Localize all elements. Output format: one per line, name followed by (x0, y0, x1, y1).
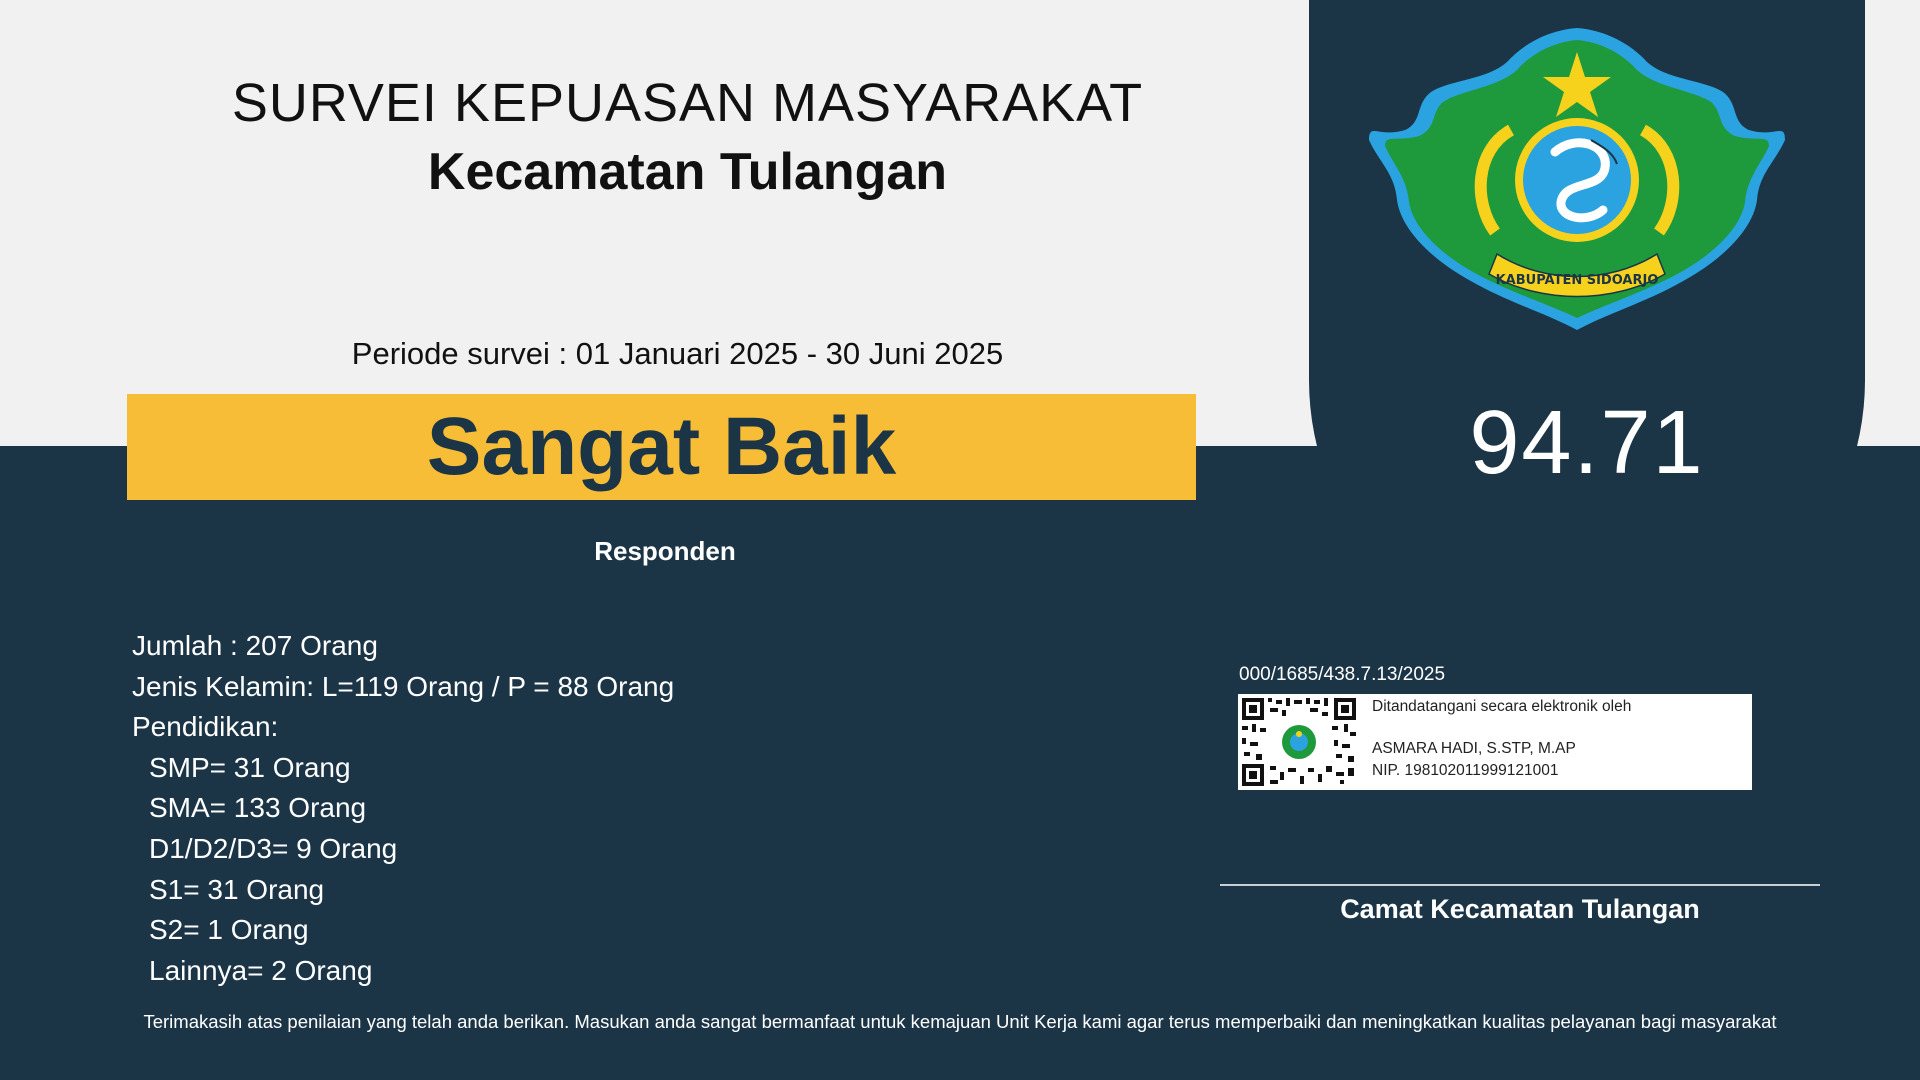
signer-title: Camat Kecamatan Tulangan (1340, 894, 1700, 924)
footer-message: Terimakasih atas penilaian yang telah anda berikan. Masukan anda sangat bermanfaat untuk kemajuan Unit Kerja kami agar terus memperbaiki dan meningkatkan kualitas pelayanan bagi masyarakat (143, 1011, 1777, 1032)
education-other: Lainnya= 2 Orang (149, 954, 373, 986)
education-s1: S1= 31 Orang (149, 873, 325, 905)
rating-label: Sangat Baik (426, 401, 897, 492)
signer-nip: NIP. 198102011999121001 (1372, 762, 1559, 779)
signature-line (1220, 884, 1820, 886)
emblem-ribbon-text: KABUPATEN SIDOARJO (1495, 273, 1659, 288)
respondents-total: Jumlah : 207 Orang (132, 630, 378, 661)
signer-name: ASMARA HADI, S.STP, M.AP (1372, 740, 1576, 757)
e-signature-box (1238, 694, 1752, 790)
education-diploma: D1/D2/D3= 9 Orang (149, 832, 398, 864)
e-signature-note: Ditandatangani secara elektronik oleh (1372, 698, 1632, 715)
kabupaten-sidoarjo-emblem-icon (1365, 22, 1789, 332)
respondents-title: Responden (594, 536, 736, 566)
respondents-education-heading: Pendidikan: (132, 711, 279, 743)
education-sma: SMA= 133 Orang (149, 792, 367, 824)
rating-banner (127, 394, 1196, 500)
survey-period: Periode survei : 01 Januari 2025 - 30 Juni 2025 (351, 336, 1004, 371)
respondents-list (132, 626, 674, 991)
education-smp: SMP= 31 Orang (149, 751, 351, 783)
survey-subtitle: Kecamatan Tulangan (427, 143, 948, 201)
qr-code-icon (1240, 696, 1358, 788)
education-s2: S2= 1 Orang (149, 914, 309, 946)
document-number: 000/1685/438.7.13/2025 (1239, 664, 1446, 685)
score-value: 94.71 (1469, 393, 1705, 493)
respondents-gender: Jenis Kelamin: L=119 Orang / P = 88 Orang (132, 670, 675, 702)
survey-title: SURVEI KEPUASAN MASYARAKAT (231, 73, 1144, 133)
